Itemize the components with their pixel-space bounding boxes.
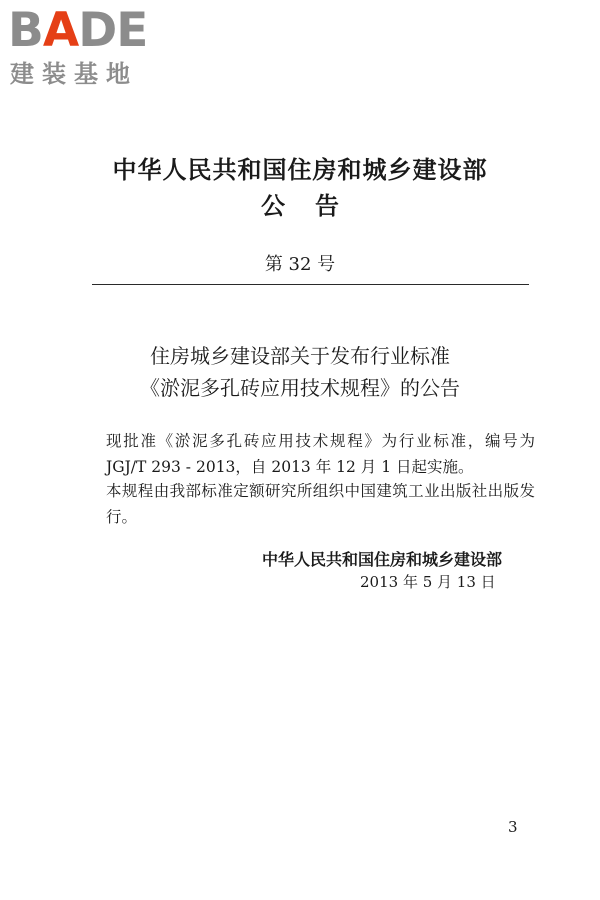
signature-date: 2013 年 5 月 13 日: [360, 573, 496, 591]
logo-letters-de: DE: [78, 3, 148, 58]
logo-letter-a: A: [42, 3, 79, 58]
logo-letter-b: B: [8, 3, 43, 58]
paragraph-1-text: 现批准《淤泥多孔砖应用技术规程》为行业标准，编号为 JGJ/T 293 - 2013，自 2013 年 12 月 1 日起实施。: [106, 432, 535, 476]
signature-organization: 中华人民共和国住房和城乡建设部: [262, 550, 503, 569]
body-paragraph-1: [75, 428, 535, 480]
subject-line-2: 《淤泥多孔砖应用技术规程》的公告: [140, 376, 460, 400]
subject-line-1: 住房城乡建设部关于发布行业标准: [150, 344, 450, 368]
bade-logo: [8, 3, 178, 90]
page-number: 3: [508, 818, 518, 836]
logo-subtitle: 建装基地: [10, 60, 138, 88]
paragraph-2-text: 本规程由我部标准定额研究所组织中国建筑工业出版社出版发行。: [106, 482, 535, 526]
issuing-organization: 中华人民共和国住房和城乡建设部: [112, 155, 488, 184]
logo-wordmark: [8, 3, 148, 58]
announcement-number: 第 32 号: [264, 254, 336, 275]
notice-title: 公告: [261, 191, 369, 220]
body-paragraph-2: [75, 478, 535, 530]
header-divider: [92, 284, 529, 285]
